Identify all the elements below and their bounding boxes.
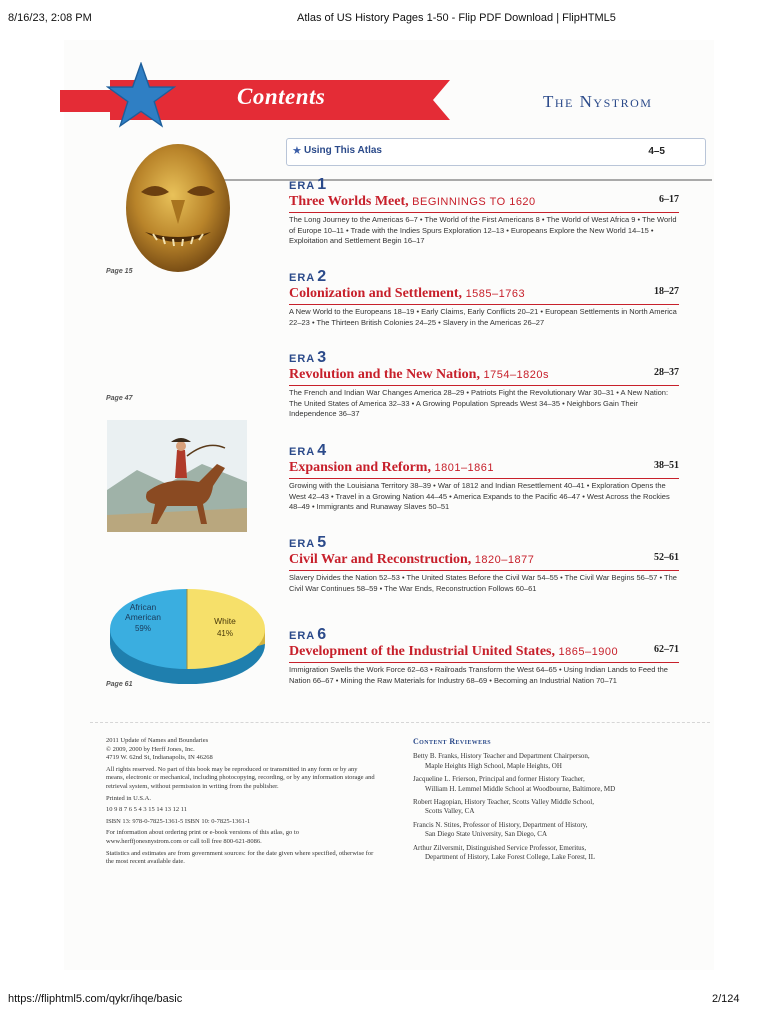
era-rule [289, 478, 679, 479]
reviewer-name: Robert Hagopian, History Teacher, Scotts Valley Middle School, [413, 798, 594, 807]
era-label: ERA [289, 630, 316, 642]
print-url[interactable]: https://fliphtml5.com/qykr/ihqe/basic [8, 993, 183, 1005]
isbn-line: ISBN 13: 978-0-7825-1361-5 ISBN 10: 0-7825-1361-1 [106, 817, 251, 825]
era-title: Three Worlds Meet, [289, 194, 409, 209]
reviewer-item [413, 844, 703, 863]
era-number: 5 [317, 534, 327, 551]
era-dates: 1754–1820s [483, 369, 550, 381]
era-rule [289, 212, 679, 213]
era-number: 4 [317, 442, 327, 459]
reviewer-item [413, 752, 703, 771]
copyright-block [106, 737, 376, 870]
era-rule [289, 662, 679, 663]
era-title: Civil War and Reconstruction, [289, 552, 472, 567]
era-dates: 1585–1763 [465, 288, 526, 300]
copyright-line: 4719 W. 62nd St, Indianapolis, IN 46268 [106, 754, 213, 762]
era-pages: 6–17 [659, 194, 679, 205]
copyright-text: All rights reserved. No part of this book may be reproduced or transmitted in any form or by any means, electronic or mechanical, including photocopying, recording, or by any information storage and retrieval system, without permission in writing from the publisher. [106, 765, 375, 790]
era-topics: The French and Indian War Changes America 28–29 • Patriots Fight the Revolutionary War 30–31 • A New Nation: The United States of America 32–33 • A Growing Population Spreads West 34–35 • Neighbors Gain Their Independence 36–37 [289, 388, 669, 418]
era-3-entry[interactable] [289, 349, 679, 420]
pie-caption: Page 61 [106, 681, 133, 688]
copyright-line: 2011 Update of Names and Boundaries [106, 737, 209, 744]
pie-label-white: White [214, 616, 236, 626]
era-pages: 18–27 [654, 286, 679, 297]
rider-caption: Page 47 [106, 395, 133, 402]
reviewer-institution: William H. Lemmel Middle School at Woodbourne, Baltimore, MD [425, 784, 616, 793]
population-pie-image [105, 574, 270, 684]
era-dates: BEGINNINGS TO 1620 [412, 196, 536, 208]
era-dates: 1820–1877 [474, 554, 535, 566]
era-1-entry[interactable] [289, 176, 679, 247]
footer-divider [90, 722, 710, 723]
copyright-line: © 2009, 2000 by Herff Jones, Inc. [106, 745, 195, 753]
era-number: 1 [317, 176, 327, 193]
reviewer-name: Arthur Zilversmit, Distinguished Service Professor, Emeritus, [413, 843, 587, 852]
printed-in: Printed in U.S.A. [106, 794, 151, 802]
reviewers-heading: Content Reviewers [413, 737, 492, 746]
reviewer-item [413, 821, 703, 840]
era-title: Revolution and the New Nation, [289, 367, 480, 382]
horse-rider-image [107, 420, 247, 532]
era-rule [289, 385, 679, 386]
era-dates: 1801–1861 [434, 462, 495, 474]
ordering-info: For information about ordering print or e-book versions of this atlas, go to www.herffjonesnystrom.com or call toll free 800-621-8086. [106, 829, 299, 845]
star-bullet-icon: ★ [292, 145, 302, 157]
reviewer-institution: Scotts Valley, CA [425, 807, 475, 816]
reviewer-institution: Department of History, Lake Forest College, Lake Forest, IL [425, 853, 596, 862]
era-rule [289, 304, 679, 305]
era-title: Expansion and Reform, [289, 460, 431, 475]
reviewer-institution: San Diego State University, San Diego, CA [425, 830, 548, 839]
era-number: 3 [317, 349, 327, 366]
mask-caption: Page 15 [106, 268, 133, 275]
era-title: Colonization and Settlement, [289, 286, 463, 301]
publisher-name: The Nystrom [543, 92, 653, 111]
pie-label-aa-1: African [129, 602, 157, 612]
gold-mask-image [123, 140, 233, 275]
era-topics: Slavery Divides the Nation 52–53 • The United States Before the Civil War 54–55 • The Civil War Begins 56–57 • The Civil War Continues 58–59 • The War Ends, Reconstruction Follows 60–61 [289, 573, 677, 593]
era-topics: Growing with the Louisiana Territory 38–39 • War of 1812 and Indian Resettlement 40–41 • Exploration Opens the West 42–43 • Travel in a Growing Nation 44–45 • America Expands to the Pacific 46–47 • West Across the Rockies 48–49 • Immigrants and Runaway Slaves 50–51 [289, 481, 670, 511]
using-atlas-pages: 4–5 [648, 146, 665, 157]
pie-value-aa: 59% [134, 624, 152, 633]
reviewer-institution: Maple Heights High School, Maple Heights, OH [425, 761, 562, 770]
print-datetime: 8/16/23, 2:08 PM [8, 12, 92, 24]
print-page-indicator: 2/124 [712, 993, 740, 1005]
reviewer-item [413, 775, 703, 794]
era-topics: The Long Journey to the Americas 6–7 • The World of the First Americans 8 • The World of West Africa 9 • The World of Europe 10–11 • Trade with the Indies Spurs Exploration 12–13 • Europeans Explore the New World 14–15 • Exploitation and Settlement Begin 16–17 [289, 215, 677, 245]
era-number: 2 [317, 268, 327, 285]
era-2-entry[interactable] [289, 268, 679, 328]
era-label: ERA [289, 272, 316, 284]
era-topics: A New World to the Europeans 18–19 • Early Claims, Early Conflicts 20–21 • European Settlements in North America 22–23 • The Thirteen British Colonies 24–25 • Slavery in the Americas 26–27 [289, 307, 677, 327]
reviewer-name: Betty B. Franks, History Teacher and Department Chairperson, [413, 752, 590, 761]
star-icon [106, 62, 176, 128]
era-6-entry[interactable] [289, 626, 679, 686]
using-atlas-entry[interactable] [286, 138, 706, 166]
era-pages: 28–37 [654, 367, 679, 378]
pie-value-white: 41% [216, 629, 234, 638]
print-line: 10 9 8 7 6 5 4 3 15 14 13 12 11 [106, 806, 188, 814]
era-dates: 1865–1900 [558, 646, 619, 658]
era-rule [289, 570, 679, 571]
era-label: ERA [289, 446, 316, 458]
reviewer-name: Francis N. Stites, Professor of History, Department of History, [413, 820, 588, 829]
pie-label-aa-2: American [125, 612, 161, 622]
era-label: ERA [289, 180, 316, 192]
era-topics: Immigration Swells the Work Force 62–63 • Railroads Transform the West 64–65 • Using Indian Lands to Feed the Nation 66–67 • Mining the Raw Materials for Industry 68–69 • Becoming an Industrial Nation 70–71 [289, 665, 668, 685]
era-label: ERA [289, 353, 316, 365]
era-5-entry[interactable] [289, 534, 679, 594]
reviewer-item [413, 798, 703, 817]
era-pages: 38–51 [654, 460, 679, 471]
era-4-entry[interactable] [289, 442, 679, 513]
era-label: ERA [289, 538, 316, 550]
statistics-note: Statistics and estimates are from government sources: for the date given where specified, otherwise for the most recent available date. [106, 849, 374, 866]
era-pages: 62–71 [654, 644, 679, 655]
era-title: Development of the Industrial United States, [289, 644, 555, 659]
reviewer-name: Jacqueline L. Frierson, Principal and former History Teacher, [413, 775, 585, 784]
content-reviewers [413, 737, 703, 866]
print-page-title: Atlas of US History Pages 1-50 - Flip PDF Download | FlipHTML5 [297, 12, 616, 24]
era-number: 6 [317, 626, 327, 643]
using-atlas-label: Using This Atlas [304, 145, 382, 156]
era-pages: 52–61 [654, 552, 679, 563]
contents-title: Contents [237, 84, 326, 109]
